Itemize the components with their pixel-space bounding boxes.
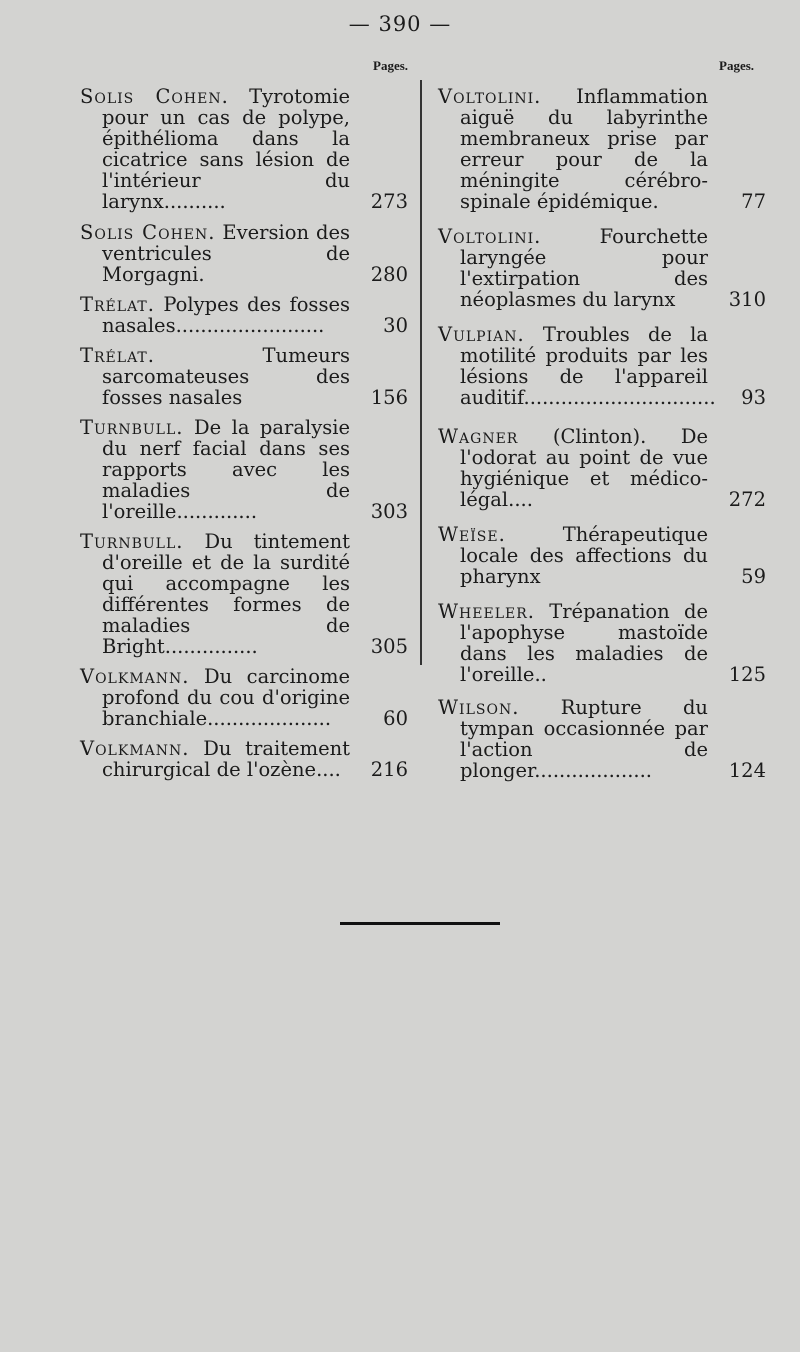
index-entry bbox=[438, 86, 766, 212]
entry-text: Troubles de la motilité produits par les lésions de l'appareil auditif............................... bbox=[460, 323, 716, 409]
page-ref: 60 bbox=[383, 707, 408, 730]
right-column bbox=[438, 86, 766, 790]
entry-text: Du tintement d'oreille et de la surdité qui accompagne les différentes formes de maladies de Bright............... bbox=[102, 530, 351, 658]
entry-text: Rupture du tympan occasionnée par l'action de plonger................... bbox=[460, 696, 708, 782]
entry-text: Thérapeutique locale des affections du pharynx bbox=[460, 523, 708, 588]
author-name: Voltolini. bbox=[438, 225, 542, 248]
author-name: Turnbull. bbox=[80, 530, 184, 553]
author-name: Volkmann. bbox=[80, 665, 190, 688]
index-entry bbox=[80, 222, 408, 285]
page-ref: 125 bbox=[728, 663, 766, 686]
page-ref: 156 bbox=[370, 386, 408, 409]
index-entry bbox=[438, 601, 766, 685]
page-ref: 310 bbox=[728, 288, 766, 311]
entry-text: De la paralysie du nerf facial dans ses rapports avec les maladies de l'oreille............. bbox=[102, 416, 350, 523]
author-name: Weïse. bbox=[438, 523, 506, 546]
page-ref: 303 bbox=[370, 500, 408, 523]
page-ref: 216 bbox=[370, 758, 408, 781]
entry-text: (Clinton). De l'odorat au point de vue hygiénique et médico-légal.... bbox=[460, 425, 708, 511]
index-entry bbox=[80, 86, 408, 212]
index-entry bbox=[438, 324, 766, 408]
entry-text: Tyrotomie pour un cas de polype, épithélioma dans la cicatrice sans lésion de l'intérieur du larynx.......... bbox=[102, 85, 350, 213]
entry-text: Inflammation aiguë du labyrinthe membraneux prise par erreur pour de la méningite cérébro-spinale épidémique. bbox=[460, 85, 708, 213]
right-pages-label: Pages. bbox=[719, 58, 755, 73]
author-name: Trélat. bbox=[80, 293, 155, 316]
page-ref: 305 bbox=[370, 635, 408, 658]
entry-text: Du traitement chirurgical de l'ozène.... bbox=[102, 737, 351, 781]
author-name: Vulpian. bbox=[438, 323, 525, 346]
author-name: Volkmann. bbox=[80, 737, 190, 760]
page-ref: 124 bbox=[728, 759, 766, 782]
page-ref: 30 bbox=[383, 314, 408, 337]
page-ref: 77 bbox=[741, 190, 766, 213]
index-entry bbox=[80, 531, 408, 657]
index-entry bbox=[80, 345, 408, 408]
entry-text: Polypes des fosses nasales........................ bbox=[102, 293, 350, 337]
left-pages-label: Pages. bbox=[373, 58, 409, 73]
author-name: Wagner bbox=[438, 425, 519, 448]
page-number: — 390 — bbox=[348, 12, 452, 36]
horizontal-rule bbox=[340, 922, 500, 925]
page-ref: 272 bbox=[728, 488, 766, 511]
left-column bbox=[80, 86, 408, 789]
entry-text: Eversion des ventricules de Morgagni. bbox=[102, 221, 350, 286]
page-ref: 59 bbox=[741, 565, 766, 588]
page-ref: 93 bbox=[741, 386, 766, 409]
index-entry bbox=[80, 666, 408, 729]
author-name: Solis Cohen. bbox=[80, 85, 229, 108]
index-entry bbox=[438, 226, 766, 310]
index-entry bbox=[438, 697, 766, 781]
page-ref: 280 bbox=[370, 263, 408, 286]
author-name: Solis Cohen. bbox=[80, 221, 216, 244]
author-name: Wilson. bbox=[438, 696, 520, 719]
index-entry bbox=[80, 738, 408, 780]
author-name: Wheeler. bbox=[438, 600, 535, 623]
entry-text: Trépanation de l'apophyse mastoïde dans les maladies de l'oreille.. bbox=[460, 600, 708, 686]
author-name: Voltolini. bbox=[438, 85, 542, 108]
page-ref: 273 bbox=[370, 190, 408, 213]
index-entry bbox=[438, 524, 766, 587]
index-entry bbox=[80, 417, 408, 522]
index-entry bbox=[80, 294, 408, 336]
entry-text: Fourchette laryngée pour l'extirpation des néoplasmes du larynx bbox=[460, 225, 708, 311]
author-name: Trélat. bbox=[80, 344, 155, 367]
entry-text: Tumeurs sarcomateuses des fosses nasales bbox=[102, 344, 350, 409]
column-divider bbox=[420, 80, 422, 665]
entry-text: Du carcinome profond du cou d'origine branchiale.................... bbox=[102, 665, 351, 730]
author-name: Turnbull. bbox=[80, 416, 184, 439]
index-entry bbox=[438, 426, 766, 510]
